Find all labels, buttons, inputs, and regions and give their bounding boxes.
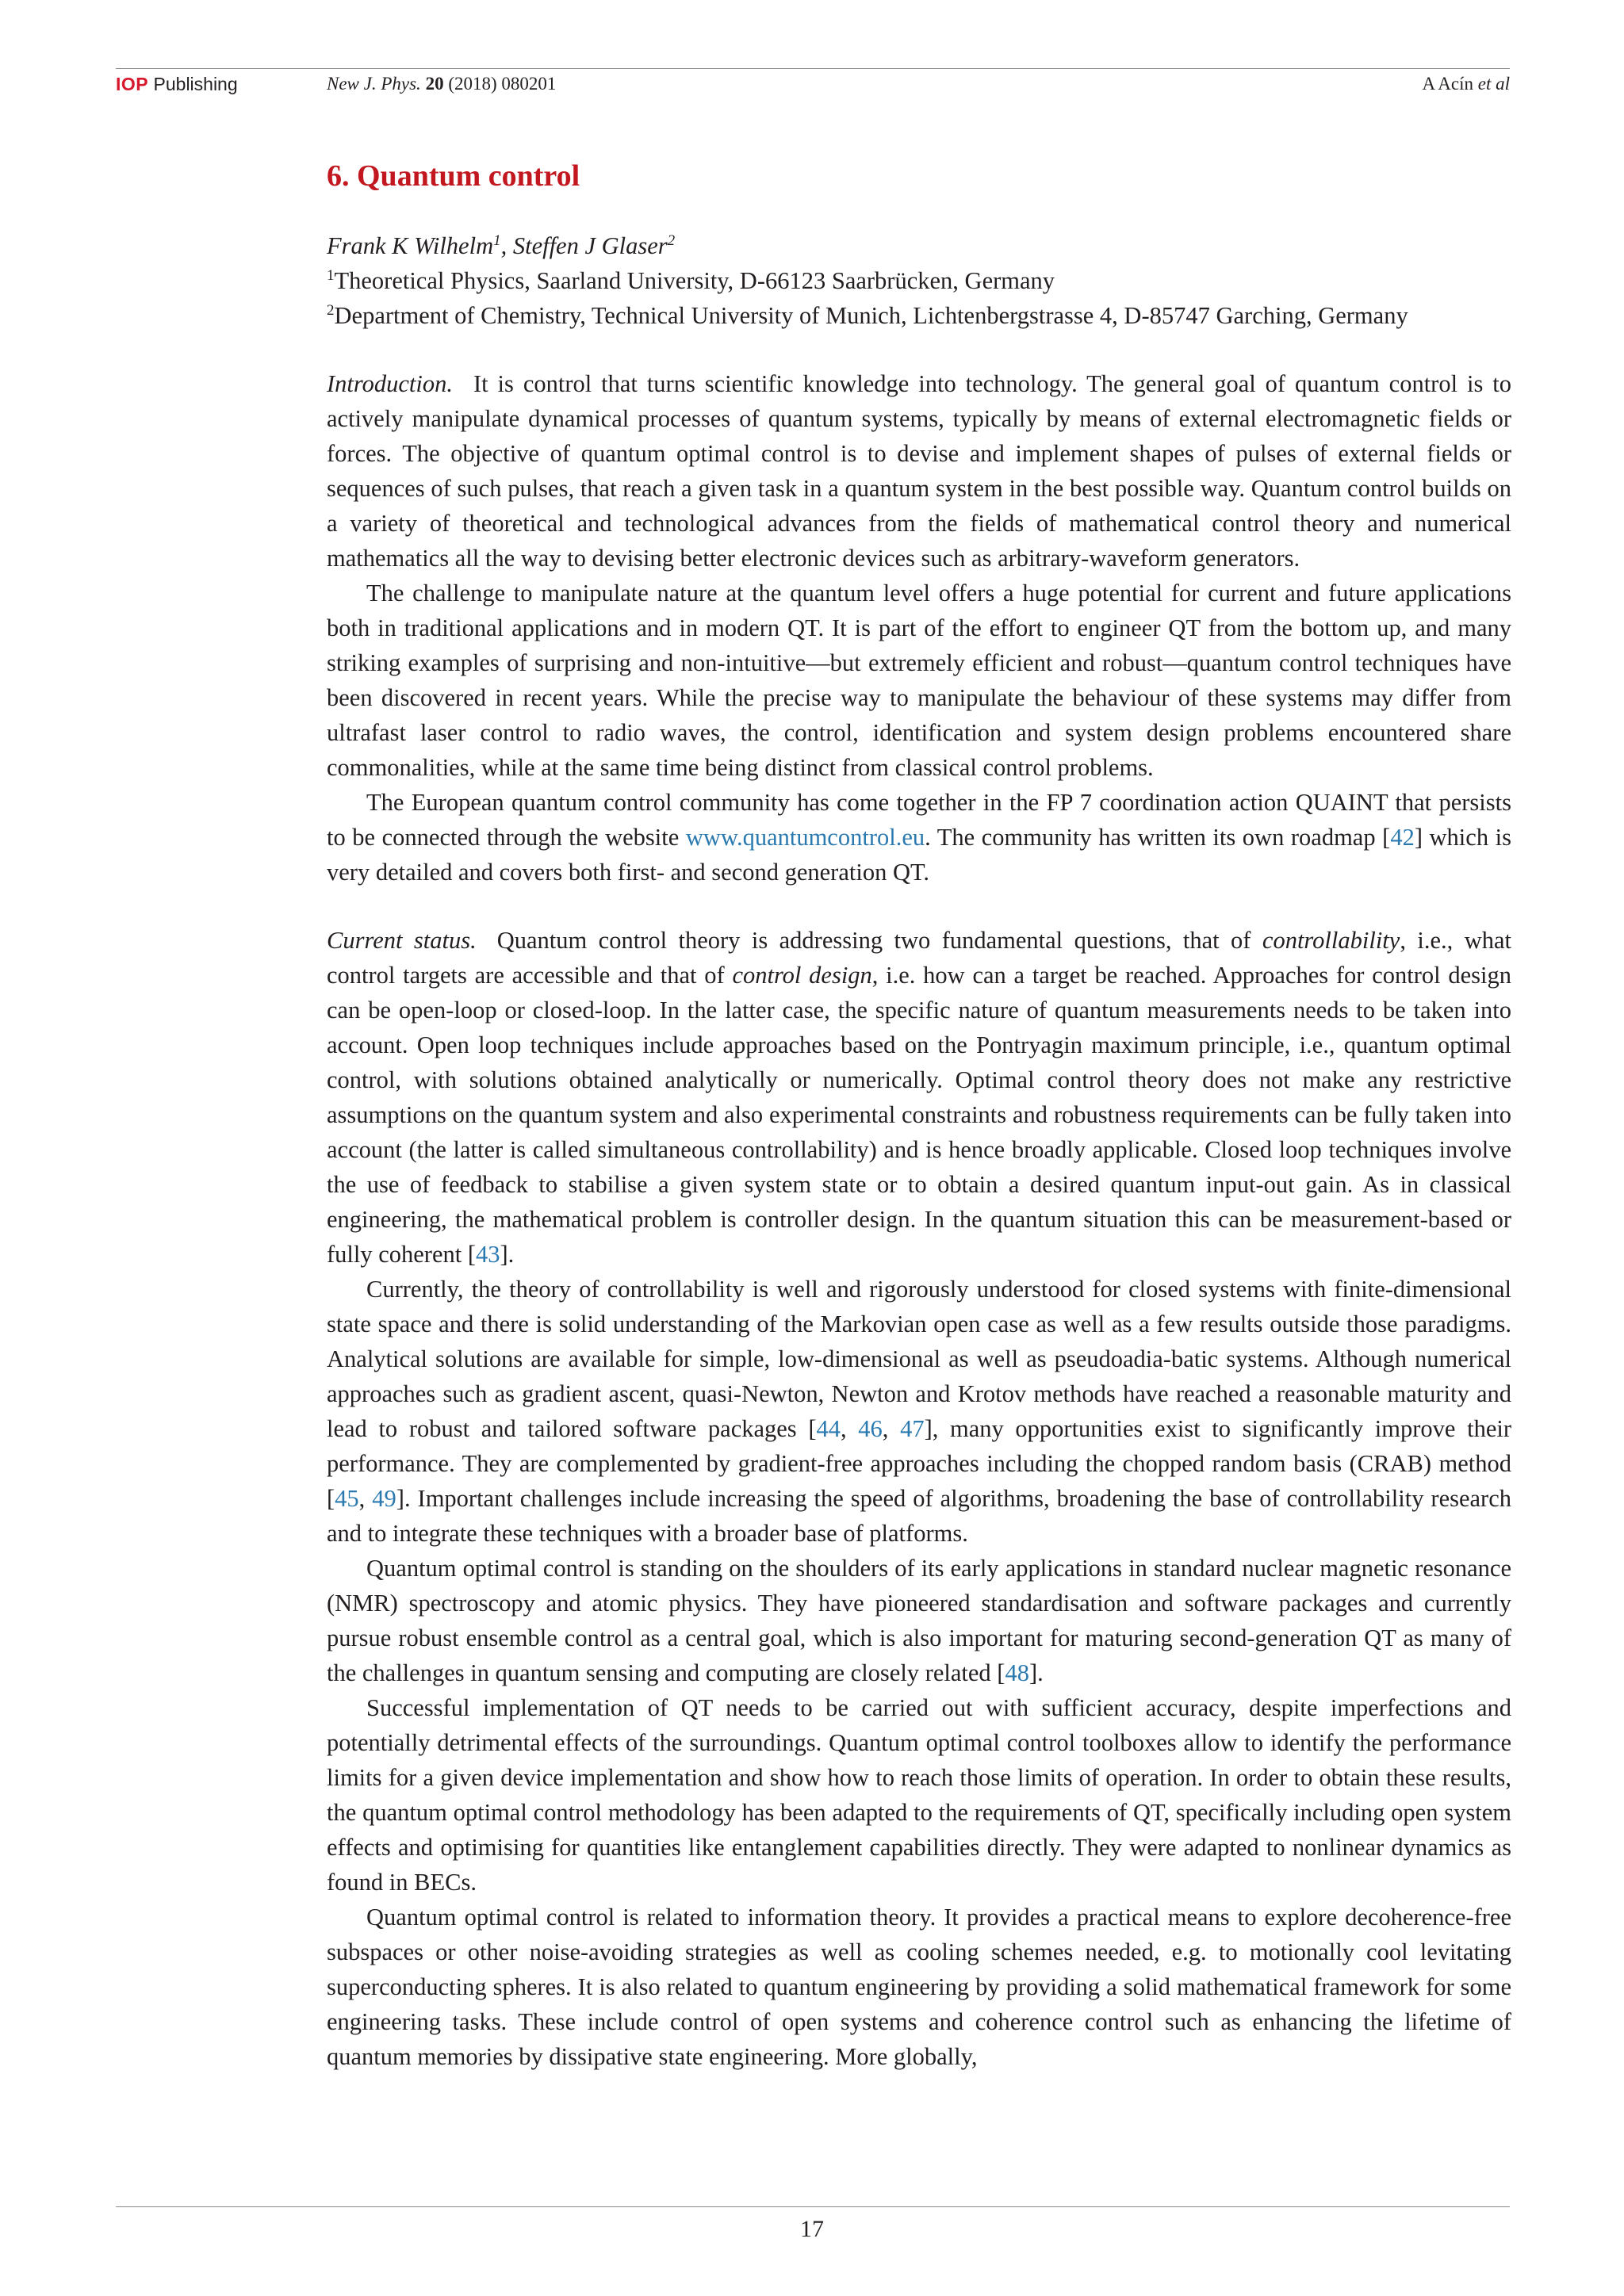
journal-name: New J. Phys. (327, 74, 421, 94)
citation-46[interactable]: 46 (858, 1415, 883, 1442)
running-author-name: A Acín (1422, 74, 1473, 94)
current-status-paragraph-3 (327, 1551, 1511, 1690)
intro-p3-text-a: The European quantum control community has come together in the FP 7 coordination action QUAINT that persists to be connected through the website (327, 789, 1511, 851)
affiliation-2-text: Department of Chemistry, Technical University of Munich, Lichtenbergstrasse 4, D-85747 Garching, Germany (334, 302, 1408, 329)
page-number: 17 (800, 2216, 824, 2242)
section-title: 6. Quantum control (327, 159, 580, 193)
journal-citation (327, 73, 556, 95)
current-status-paragraph-4: Successful implementation of QT needs to be carried out with sufficient accuracy, despite imperfections and potentially detrimental effects of the surroundings. Quantum optimal control toolboxes allow to identify the performance limits for a given device implementation and show how to reach those limits of operation. In order to obtain these results, the quantum optimal control methodology has been adapted to the requirements of QT, specifically including open system effects and optimising for quantities like entanglement capabilities directly. They were adapted to nonlinear dynamics as found in BECs. (327, 1694, 1511, 1896)
citation-47[interactable]: 47 (900, 1415, 925, 1442)
cs-p2-sep-1: , (841, 1415, 859, 1442)
cs-p2-text-c: ]. Important challenges include increasing the speed of algorithms, broadening the base of controllability research and to integrate these techniques with a broader base of platforms. (327, 1485, 1511, 1547)
citation-43[interactable]: 43 (476, 1241, 500, 1268)
introduction-heading: Introduction. (327, 370, 453, 397)
cs-p2-text-b: ], many opportunities exist to significantly improve their performance. They are complemented by gradient-free approaches including the chopped random basis (CRAB) method [ (327, 1415, 1511, 1512)
affiliation-2-sup: 2 (327, 301, 335, 319)
citation-44[interactable]: 44 (816, 1415, 841, 1442)
affiliation-1 (327, 263, 1511, 298)
author-2-sup: 2 (667, 232, 676, 249)
introduction-paragraph-3 (327, 785, 1511, 890)
cs-p3-text-a: Quantum optimal control is standing on the shoulders of its early applications in standard nuclear magnetic resonance (NMR) spectroscopy and atomic physics. They have pioneered standardisation and software packages and currently pursue robust ensemble control as a central goal, which is also important for maturing second-generation QT as many of the challenges in quantum sensing and computing are closely related [ (327, 1555, 1511, 1686)
current-status-paragraph-1 (327, 923, 1511, 1272)
quantumcontrol-website-link[interactable]: www.quantumcontrol.eu (685, 824, 925, 851)
journal-year-article: (2018) 080201 (448, 74, 557, 94)
iop-publishing-logo (116, 73, 238, 95)
cs-p1-text-b: , i.e., what control targets are accessible and that of (327, 927, 1511, 989)
author-2: Steffen J Glaser (512, 232, 668, 259)
cs-p1-text-c: , i.e. how can a target be reached. Approaches for control design can be open-loop or closed-loop. In the latter case, the specific nature of quantum measurements needs to be taken into account. Open loop techniques include approaches based on the Pontryagin maximum principle, i.e., quantum optimal control, with solutions obtained analytically or numerically. Optimal control theory does not make any restrictive assumptions on the quantum system and also experimental constraints and robustness requirements can be fully taken into account (the latter is called simultaneous controllability) and is hence broadly applicable. Closed loop techniques involve the use of feedback to stabilise a given system state or to obtain a desired quantum input-out gain. As in classical engineering, the mathematical problem is controller design. In the quantum situation this can be measurement-based or fully coherent [ (327, 962, 1511, 1268)
introduction-paragraph-1 (327, 366, 1511, 576)
intro-p3-text-b: . The community has written its own roadmap [ (925, 824, 1391, 851)
footer-rule (116, 2206, 1510, 2207)
cs-p2-sep-2: , (882, 1415, 901, 1442)
cs-emphasis-controllability: controllability (1262, 927, 1400, 954)
cs-p2-sep-3: , (358, 1485, 373, 1512)
cs-p2-text-a: Currently, the theory of controllability is well and rigorously understood for closed systems with finite-dimensional state space and there is solid understanding of the Markovian open case as well as a few results outside those paradigms. Analytical solutions are available for simple, low-dimensional as well as pseudoadia-batic systems. Although numerical approaches such as gradient ascent, quasi-Newton, Newton and Krotov methods have reached a reasonable maturity and lead to robust and tailored software packages [ (327, 1276, 1511, 1442)
author-1-sup: 1 (493, 232, 501, 249)
affiliation-1-sup: 1 (327, 266, 335, 284)
current-status-paragraph-2 (327, 1272, 1511, 1551)
article-body (327, 157, 1511, 2074)
cs-p1-text-d: ]. (500, 1241, 515, 1268)
affiliation-2 (327, 298, 1511, 333)
cs-emphasis-control-design: control design (732, 962, 872, 989)
current-status-heading: Current status. (327, 927, 477, 954)
intro-p3-text-c: ] which is very detailed and covers both first- and second generation QT. (327, 824, 1511, 886)
iop-logo-mark: IOP (116, 74, 149, 94)
header-rule (116, 68, 1510, 69)
cs-p1-text-a: Quantum control theory is addressing two fundamental questions, that of (496, 927, 1262, 954)
running-authors (1422, 73, 1510, 95)
section-authors (327, 228, 1511, 263)
affiliation-1-text: Theoretical Physics, Saarland University, D-66123 Saarbrücken, Germany (334, 267, 1055, 294)
citation-49[interactable]: 49 (372, 1485, 396, 1512)
current-status-paragraph-5: Quantum optimal control is related to information theory. It provides a practical means to explore decoherence-free subspaces or other noise-avoiding strategies as well as cooling schemes needed, e.g. to motionally cool levitating superconducting spheres. It is also related to quantum engineering by providing a solid mathematical framework for some engineering tasks. These include control of open systems and coherence control such as enhancing the lifetime of quantum memories by dissipative state engineering. More globally, (327, 1904, 1511, 2070)
publishing-label: Publishing (153, 74, 238, 94)
page-header (116, 73, 1510, 95)
introduction-p1-text: It is control that turns scientific knowledge into technology. The general goal of quantum control is to actively manipulate dynamical processes of quantum systems, typically by means of external electromagnetic fields or forces. The objective of quantum optimal control is to devise and implement shapes of pulses of external fields or sequences of such pulses, that reach a given task in a quantum system in the best possible way. Quantum control builds on a variety of theoretical and technological advances from the fields of mathematical control theory and numerical mathematics all the way to devising better electronic devices such as arbitrary-waveform generators. (327, 370, 1511, 572)
author-1: Frank K Wilhelm (327, 232, 494, 259)
journal-volume: 20 (425, 74, 444, 94)
running-etal: et al (1477, 74, 1510, 94)
citation-48[interactable]: 48 (1005, 1659, 1029, 1686)
citation-42[interactable]: 42 (1390, 824, 1415, 851)
author-separator: , (500, 232, 513, 259)
introduction-paragraph-2: The challenge to manipulate nature at the quantum level offers a huge potential for current and future applications both in traditional applications and in modern QT. It is part of the effort to engineer QT from the bottom up, and many striking examples of surprising and non-intuitive—but extremely efficient and robust—quantum control techniques have been discovered in recent years. While the precise way to manipulate the behaviour of these systems may differ from ultrafast laser control to radio waves, the control, identification and system design problems encountered share commonalities, while at the same time being distinct from classical control problems. (327, 580, 1511, 781)
citation-45[interactable]: 45 (335, 1485, 359, 1512)
cs-p3-text-b: ]. (1028, 1659, 1044, 1686)
